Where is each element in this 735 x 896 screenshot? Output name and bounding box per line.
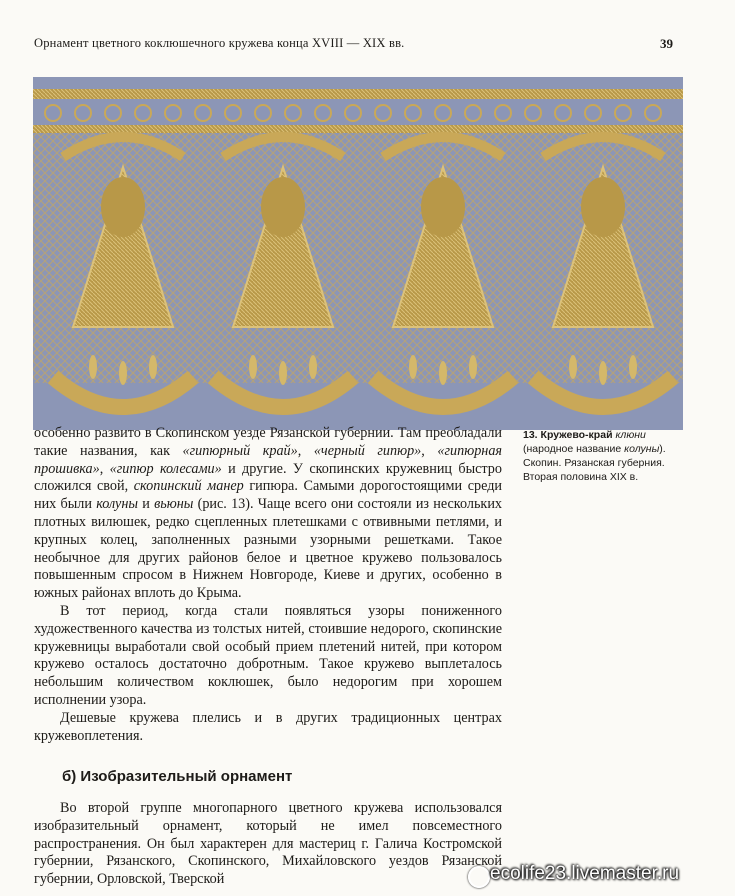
page-number: 39 [660,36,673,51]
caption-text-2: ). Скопин. Рязанская губерния. Вторая половина XIX в. [523,443,666,483]
text-run: (рис. 13). Чаще всего они состояли из нескольких плотных вилюшек, редко сцепленных плетешками с отвивными петлями, и крупных колец, заполненных разными узорными решетками. Такое необычное для других районов белое и цветное кружево пользовалось повышенным спросом в Нижнем Новгороде, Киеве и других, особенно в южных районах вплоть до Крыма. [34,496,503,602]
emphasis-run: «гипюр колесами» [109,460,222,477]
paragraph-3: Дешевые кружева плелись и в других традиционных центрах кружевоплетения. [34,709,502,744]
text-run: , [297,442,314,459]
lace-pattern-illustration [33,77,683,430]
paragraph-1 [34,425,502,603]
emphasis-run: вьюны [154,496,194,513]
caption-term: клюни [615,429,646,441]
caption-term-2: колуны [624,443,660,455]
emphasis-run: «гипюрная прошивка» [34,442,503,477]
figure-caption [523,428,683,484]
watermark-logo-icon [468,866,490,888]
caption-text-1: (народное название [523,443,622,455]
text-run: и [137,496,155,513]
text-run: гипюра. Самыми дорогостоящими среди них были [34,478,503,513]
section-heading: б) Изобразительный орнамент [62,768,293,785]
running-title: Орнамент цветного коклюшечного кружева конца XVIII — XIX вв. [34,36,405,50]
watermark-text: ecolife23.livemaster.ru [490,863,680,884]
text-run: , [421,442,438,459]
paragraph-4: Во второй группе многопарного цветного кружева использовался изобразительный орнамент, который не имел повсеместного распространения. Он был характерен для мастериц г. Галича Костромской губернии, Рязанского, Скопинского, Михайловского уездов Рязанской губернии, Орловской, Тверской [34,800,502,888]
caption-number: 13. [523,429,538,441]
lace-edging-photo [33,77,683,430]
text-run: , [99,460,110,477]
emphasis-run: «черный гипюр» [313,442,422,459]
main-text-column [34,425,502,745]
paragraph-2: В тот период, когда стали появляться узоры пониженного художественного качества из толстых нитей, стоившие недорого, скопинские кружевницы выработали свой особый прием плетений нитей, при котором кружево осталось достаточно добротным. Такое кружево выплеталось небольшим количеством коклюшек, было недорогим при хорошем исполнении узора. [34,602,502,708]
emphasis-run: колуны [96,496,138,513]
section-text-column [34,800,502,889]
caption-title: Кружево-край [540,429,613,441]
text-run: и другие. У скопинских кружевниц быстро сложился свой, [34,460,502,495]
text-run: особенно развито в Скопинском уезде Рязанской губернии. Там преобладали такие названия, как [34,425,502,459]
emphasis-run: «гипюрный край» [182,442,298,459]
emphasis-run: скопинский манер [133,478,244,495]
